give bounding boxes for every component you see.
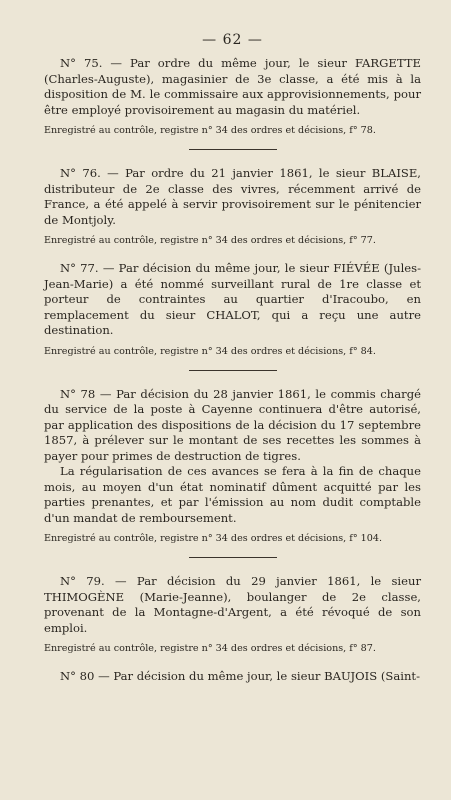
entry-77 [44,261,421,339]
entry-75 [44,56,421,118]
entry-80 [44,669,421,685]
registration-note: Enregistré au contrôle, registre n° 34 des ordres et décisions, f° 77. [44,235,376,246]
registration-note: Enregistré au contrôle, registre n° 34 des ordres et décisions, f° 87. [44,643,376,654]
spacer [44,655,421,669]
entry-text: N° 77. — Par décision du même jour, le sieur FIÉVÉE (Jules-Jean-Marie) a été nommé surveillant rural de 1re classe et porteur de contraintes au quartier d'Iracoubo, en remplacement du sieur CHALOT, qui a reçu une autre destination. [44,261,421,337]
entry-79 [44,574,421,636]
page-number: — 62 — [202,32,263,48]
registration-note: Enregistré au contrôle, registre n° 34 des ordres et décisions, f° 84. [44,345,376,357]
spacer [44,247,421,261]
entry-76 [44,166,421,228]
entry-78 [44,387,421,527]
entry-text: N° 79. — Par décision du 29 janvier 1861, le sieur THIMOGÈNE (Marie-Jeanne), boulanger de 2e classe, provenant de la Montagne-d'Argent, a été révoqué de son emploi. [44,574,421,635]
entry-text: N° 80 — Par décision du même jour, le sieur BAUJOIS (Saint- [60,669,420,683]
separator-rule [189,149,277,150]
entry-text: N° 75. — Par ordre du même jour, le sieur FARGETTE (Charles-Auguste), magasinier de 3e classe, a été mis à la disposition de M. le commissaire aux approvisionnements, pour être employé provisoirement au magasin du matériel. [44,56,421,117]
entry-text: N° 76. — Par ordre du 21 janvier 1861, le sieur BLAISE, distributeur de 2e classe des vivres, récemment arrivé de France, a été appelé à servir provisoirement sur le pénitencier de Montjoly. [44,166,421,227]
entry-text-continued: La régularisation de ces avances se fera à la fin de chaque mois, au moyen d'un état nominatif dûment acquitté par les parties prenantes, et par l'émission au nom dudit comptable d'un mandat de remboursement. [44,464,421,525]
registration-note: Enregistré au contrôle, registre n° 34 des ordres et décisions, f° 104. [44,533,383,544]
entry-text: N° 78 — Par décision du 28 janvier 1861, le commis chargé du service de la poste à Cayenne continuera d'être autorisé, par application des dispositions de la décision du 17 septembre 1857, à prélever sur le montant de ses recettes les sommes à payer pour primes de destruction de tigres. [44,386,421,463]
registration-note: Enregistré au contrôle, registre n° 34 des ordres et décisions, f° 78. [44,125,376,136]
separator-rule [189,557,277,558]
separator-rule [189,370,277,371]
